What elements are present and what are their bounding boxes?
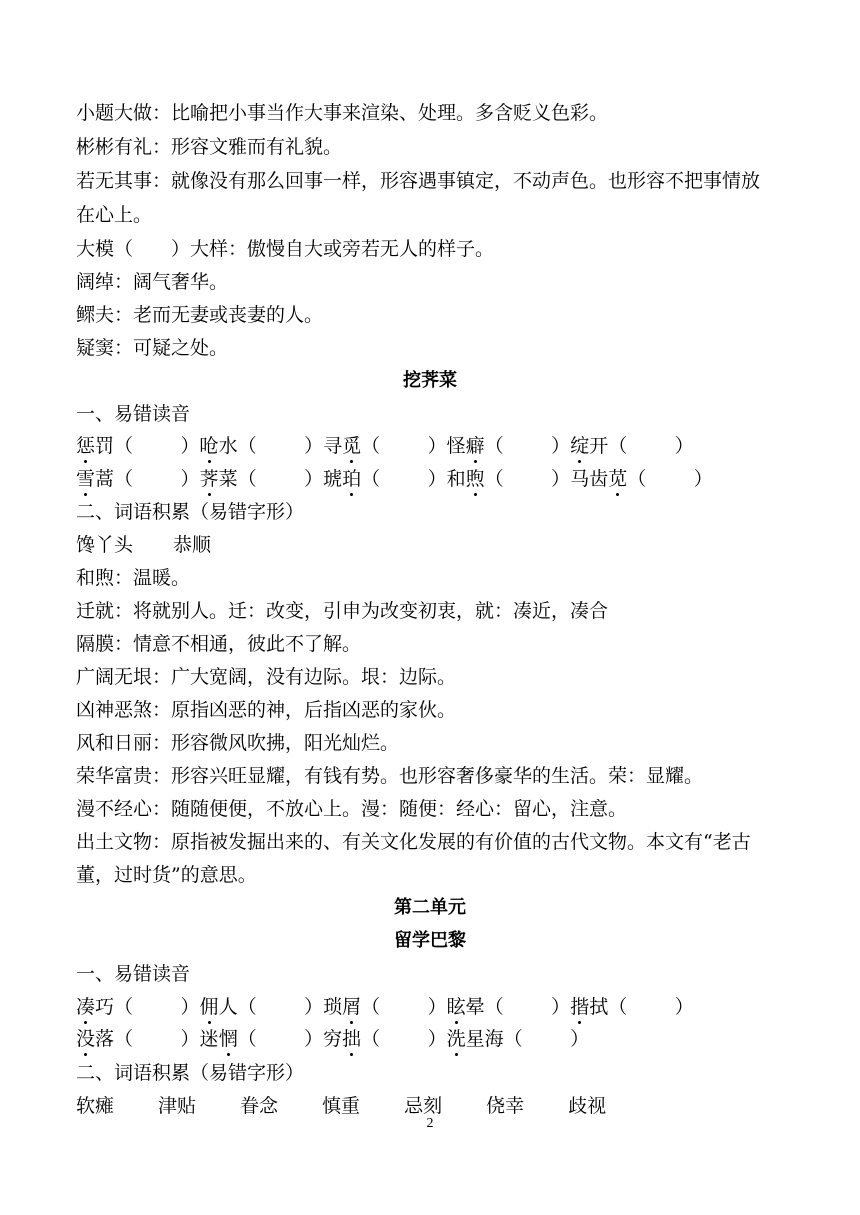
- subsection-heading: 一、易错读音: [76, 963, 191, 985]
- subsection-heading: 一、易错读音: [76, 403, 191, 425]
- dotted-char: 煦: [465, 468, 485, 490]
- dotted-char: 凑: [76, 996, 96, 1018]
- definition-line: 漫不经心：随随便便，不放心上。漫：随便：经心：留心，注意。: [76, 798, 628, 820]
- pinyin-item: [200, 435, 324, 457]
- pinyin-item: [570, 468, 713, 490]
- pinyin-item: [200, 996, 324, 1018]
- dotted-char: 觅: [342, 435, 362, 457]
- definition-line: 若无其事：就像没有那么回事一样，形容遇事镇定，不动声色。也形容不把事情放: [76, 170, 761, 192]
- definition-line: 阔绰：阔气奢华。: [76, 271, 229, 293]
- answer-blank: （ ）: [484, 468, 571, 490]
- dotted-char: 眩: [446, 996, 466, 1018]
- answer-blank: （ ）: [114, 1028, 200, 1050]
- word-text: 迷: [199, 1028, 219, 1050]
- dotted-char: 荠: [199, 468, 219, 490]
- definition-line: 在心上。: [76, 204, 153, 226]
- word-text: 穷: [323, 1028, 343, 1050]
- word-text: 菜: [218, 468, 238, 490]
- answer-blank: （ ）: [608, 435, 694, 457]
- answer-blank: （ ）: [237, 435, 324, 457]
- definition-line: 隔膜：情意不相通，彼此不了解。: [76, 633, 362, 655]
- vocab-word: 馋丫头: [76, 534, 134, 556]
- section-title: 留学巴黎: [394, 930, 466, 951]
- word-row: [76, 1095, 606, 1117]
- answer-blank: （ ）: [114, 468, 200, 490]
- dotted-char: 屑: [342, 996, 362, 1018]
- pinyin-item: [323, 996, 447, 1018]
- vocab-word: 忌刻: [404, 1095, 443, 1117]
- answer-blank: （ ）: [484, 996, 571, 1018]
- answer-blank: （ ）: [361, 1028, 447, 1050]
- dotted-char: 珀: [342, 468, 362, 490]
- dotted-char: 拙: [342, 1028, 362, 1050]
- word-text: 寻: [323, 435, 343, 457]
- pinyin-item: [447, 1028, 590, 1050]
- section-title: 挖荠菜: [403, 370, 457, 391]
- page-number: 2: [426, 1116, 434, 1131]
- definition-line: 出土文物：原指被发掘出来的、有关文化发展的有价值的古代文物。本文有“老古: [76, 831, 751, 853]
- pinyin-item: [323, 468, 447, 490]
- pinyin-item: [570, 996, 694, 1018]
- word-text: 人: [218, 996, 238, 1018]
- vocab-word: 恭顺: [173, 534, 212, 556]
- dotted-char: 揩: [570, 996, 590, 1018]
- dotted-char: 惘: [218, 1028, 238, 1050]
- definition-line: 广阔无垠：广大宽阔，没有边际。垠：边际。: [76, 666, 457, 688]
- word-text: 琐: [323, 996, 343, 1018]
- word-text: 水: [218, 435, 238, 457]
- answer-blank: （ ）: [114, 996, 200, 1018]
- word-text: 怪: [446, 435, 466, 457]
- unit-title: 第二单元: [394, 897, 466, 918]
- dotted-char: 惩: [76, 435, 96, 457]
- word-text: 蒿: [95, 468, 115, 490]
- word-text: 马齿: [570, 468, 609, 490]
- vocab-word: 眷念: [240, 1095, 279, 1117]
- answer-blank: （ ）: [237, 996, 324, 1018]
- pinyin-row: [76, 1028, 589, 1050]
- word-text: 和: [446, 468, 466, 490]
- definition-line: 彬彬有礼：形容文雅而有礼貌。: [76, 136, 343, 158]
- dotted-char: 雪: [76, 468, 96, 490]
- pinyin-item: [447, 468, 571, 490]
- answer-blank: （ ）: [503, 1028, 590, 1050]
- vocab-word: 侥幸: [486, 1095, 525, 1117]
- vocab-word: 歧视: [568, 1095, 607, 1117]
- pinyin-item: [76, 1028, 200, 1050]
- answer-blank: （ ）: [361, 996, 447, 1018]
- dotted-char: 绽: [570, 435, 590, 457]
- definition-line: 鳏夫：老而无妻或丧妻的人。: [76, 304, 324, 326]
- answer-blank: （ ）: [608, 996, 694, 1018]
- dotted-char: 佣: [199, 996, 219, 1018]
- word-text: 巧: [95, 996, 115, 1018]
- pinyin-row: [76, 435, 694, 457]
- answer-blank: （ ）: [237, 1028, 324, 1050]
- definition-line: 董，过时货”的意思。: [76, 864, 257, 886]
- definition-line: 风和日丽：形容微风吹拂，阳光灿烂。: [76, 732, 400, 754]
- definition-line: 迁就：将就别人。迁：改变，引申为改变初衷，就：凑近，凑合: [76, 600, 609, 622]
- pinyin-item: [323, 1028, 447, 1050]
- subsection-heading: 二、词语积累（易错字形）: [76, 501, 305, 523]
- definition-line: 大模（ ）大样：傲慢自大或旁若无人的样子。: [76, 238, 495, 260]
- pinyin-item: [570, 435, 694, 457]
- pinyin-row: [76, 996, 694, 1018]
- vocab-word: 慎重: [322, 1095, 361, 1117]
- pinyin-item: [323, 435, 447, 457]
- answer-blank: （ ）: [361, 468, 447, 490]
- answer-blank: （ ）: [627, 468, 713, 490]
- vocab-word: 软瘫: [76, 1095, 115, 1117]
- pinyin-item: [200, 1028, 324, 1050]
- dotted-char: 呛: [199, 435, 219, 457]
- pinyin-item: [76, 468, 200, 490]
- answer-blank: （ ）: [237, 468, 324, 490]
- pinyin-row: [76, 468, 713, 490]
- definition-line: 荣华富贵：形容兴旺显耀，有钱有势。也形容奢侈豪华的生活。荣：显耀。: [76, 765, 704, 787]
- word-text: 琥: [323, 468, 343, 490]
- word-text: 晕: [465, 996, 485, 1018]
- pinyin-item: [76, 435, 200, 457]
- answer-blank: （ ）: [114, 435, 200, 457]
- definition-line: 和煦：温暖。: [76, 567, 191, 589]
- dotted-char: 癖: [465, 435, 485, 457]
- definition-line: 疑窦：可疑之处。: [76, 337, 229, 359]
- pinyin-item: [447, 996, 571, 1018]
- pinyin-item: [76, 996, 200, 1018]
- dotted-char: 没: [76, 1028, 96, 1050]
- pinyin-item: [200, 468, 324, 490]
- word-text: 罚: [95, 435, 115, 457]
- word-text: 拭: [589, 996, 609, 1018]
- word-text: 落: [95, 1028, 115, 1050]
- pinyin-item: [447, 435, 571, 457]
- word-text: 星海: [465, 1028, 504, 1050]
- definition-line: 凶神恶煞：原指凶恶的神，后指凶恶的家伙。: [76, 699, 457, 721]
- dotted-char: 洗: [446, 1028, 466, 1050]
- answer-blank: （ ）: [361, 435, 447, 457]
- word-text: 开: [589, 435, 609, 457]
- answer-blank: （ ）: [484, 435, 571, 457]
- definition-line: 小题大做：比喻把小事当作大事来渲染、处理。多含贬义色彩。: [76, 102, 609, 124]
- word-row: [76, 534, 211, 556]
- vocab-word: 津贴: [158, 1095, 197, 1117]
- dotted-char: 苋: [608, 468, 628, 490]
- subsection-heading: 二、词语积累（易错字形）: [76, 1062, 305, 1084]
